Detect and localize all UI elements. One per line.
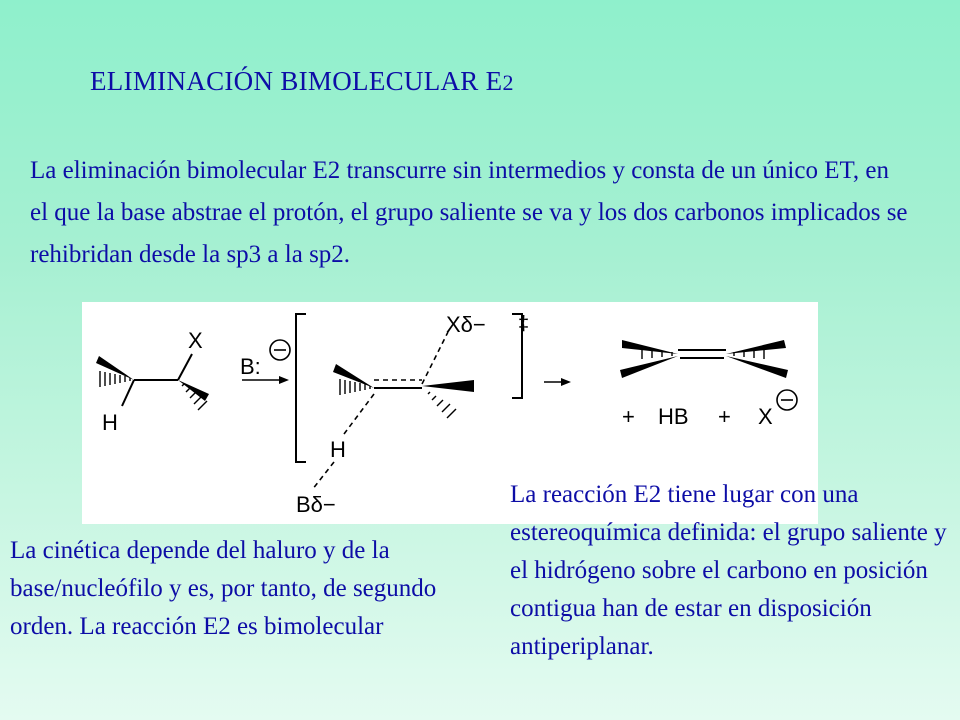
product-hb-label: HB — [658, 404, 689, 429]
ts-h-label: H — [330, 437, 346, 462]
title-main: ELIMINACIÓN BIMOLECULAR E — [90, 66, 503, 96]
reactant-x-label: X — [188, 328, 203, 353]
stereochemistry-note: La reacción E2 tiene lugar con una estereoquímica definida: el grupo saliente y el hidrógeno sobre el carbono en posición contigua han de estar en disposición antiperiplanar. — [510, 481, 947, 660]
title-subscript: 2 — [502, 70, 514, 95]
kinetics-note: La cinética depende del haluro y de la base/nucleófilo y es, por tanto, de segundo orden. La reacción E2 es bimolecular — [10, 537, 437, 640]
ts-base-label: Bδ− — [296, 492, 336, 517]
intro-paragraph: La eliminación bimolecular E2 transcurre sin intermedios y consta de un único ET, en el que la base abstrae el protón, el grupo saliente se va y los dos carbonos implicados se rehibridan desde la sp3 a la sp2. — [30, 157, 908, 268]
product-x-label: X — [758, 404, 773, 429]
reactant-h-label: H — [102, 410, 118, 435]
product-plus-2: + — [718, 404, 731, 429]
ts-dagger: ‡ — [518, 313, 530, 335]
ts-x-label: Xδ− — [446, 312, 486, 337]
base-label: B: — [240, 354, 261, 379]
product-plus-1: + — [622, 404, 635, 429]
slide-title — [90, 66, 514, 97]
